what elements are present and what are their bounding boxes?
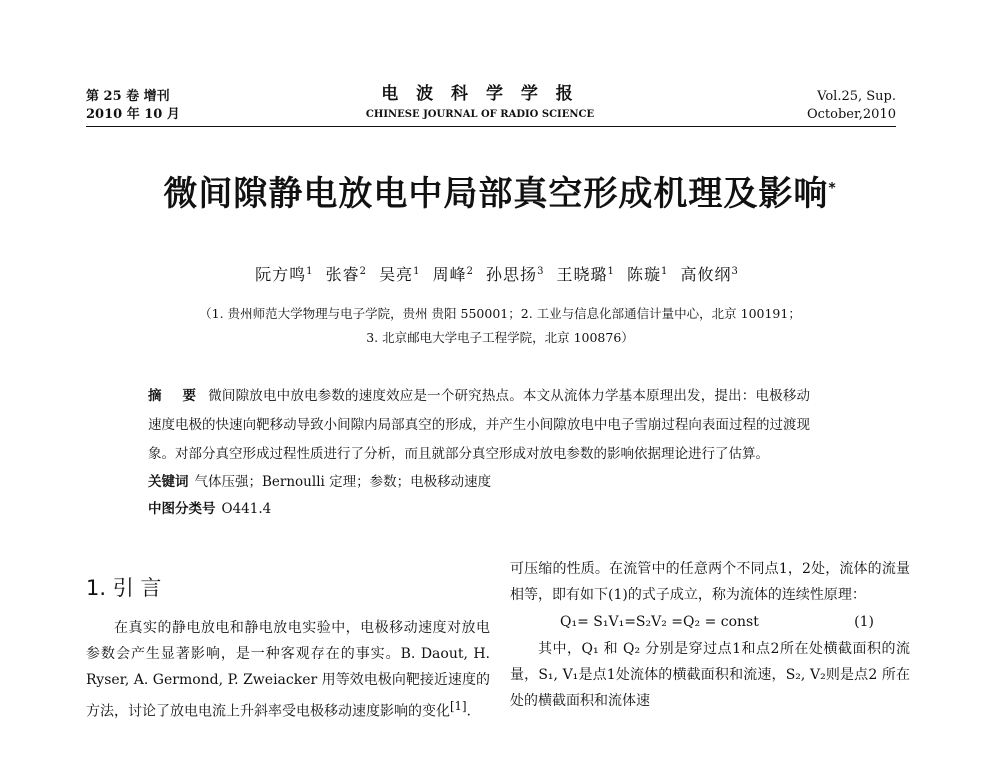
issue-date: 2010 年 10 月 — [86, 107, 180, 122]
body-paragraph: 可压缩的性质。在流管中的任意两个不同点1，2处，流体的流量相等，即有如下(1)的式子成立，称为流体的连续性原理： — [510, 561, 910, 603]
affiliation-line: 3. 北京邮电大学电子工程学院，北京 100876） — [366, 330, 634, 345]
clc-value: O441.4 — [221, 501, 272, 517]
equation-body: Q₁= S₁V₁=S₂V₂ =Q₂ = const — [560, 614, 759, 630]
author: 王晓璐$^1$ — [556, 265, 615, 284]
header-rule — [86, 126, 896, 127]
author: 高攸纲$^3$ — [680, 265, 739, 284]
keywords — [148, 469, 810, 496]
citation-ref[interactable]: [1] — [450, 699, 467, 713]
clc-number — [148, 496, 810, 523]
author: 张睿$^2$ — [325, 265, 367, 284]
author: 孙思扬$^3$ — [486, 265, 545, 284]
author: 阮方鸣$^1$ — [255, 265, 314, 284]
volume-en: Vol.25, Sup. — [817, 89, 896, 104]
title-footnote-mark: * — [828, 180, 837, 197]
volume-issue: 第 25 卷 增刊 — [86, 89, 170, 104]
date-en: October,2010 — [806, 107, 896, 122]
header-left — [86, 88, 180, 124]
journal-name-cn: 电 波 科 学 学 报 — [381, 84, 579, 104]
affiliation-line: （1. 贵州师范大学物理与电子学院，贵州 贵阳 550001；2. 工业与信息化部通信计量中心，北京 100191； — [199, 306, 801, 321]
journal-name-en: CHINESE JOURNAL OF RADIO SCIENCE — [365, 109, 595, 120]
keywords-text: 气体压强；Bernoulli 定理；参数；电极移动速度 — [194, 474, 492, 490]
author: 吴亮$^1$ — [379, 265, 421, 284]
author: 周峰$^2$ — [432, 265, 474, 284]
equation — [510, 608, 910, 636]
journal-name — [330, 84, 630, 120]
abstract-label: 摘 要 — [148, 388, 205, 404]
header-right — [807, 88, 896, 124]
left-column — [86, 615, 490, 725]
section-heading: 1. 引 言 — [86, 576, 162, 600]
right-column — [510, 556, 910, 714]
paper-title-text: 微间隙静电放电中局部真空形成机理及影响 — [163, 174, 829, 214]
intro-paragraph: 在真实的静电放电和静电放电实验中，电极移动速度对放电参数会产生显著影响，是一种客观存在的事实。B. Daout, H. Ryser, A. Germond, P. Zweiacker 用等效电极向靶接近速度的方法，讨论了放电电流上升斜率受电极移动速度影响的变化[1]. — [86, 620, 490, 720]
abstract-text: 微间隙放电中放电参数的速度效应是一个研究热点。本文从流体力学基本原理出发，提出：电极移动速度电极的快速向靶移动导致小间隙内局部真空的形成，并产生小间隙放电中电子雪崩过程向表面过程的过渡现象。对部分真空形成过程性质进行了分析，而且就部分真空形成对放电参数的影响依据理论进行了估算。 — [148, 388, 811, 462]
author-list — [0, 262, 1000, 285]
affiliations — [60, 302, 940, 350]
equation-number: (1) — [854, 614, 874, 630]
clc-label: 中图分类号 — [148, 501, 216, 517]
body-paragraph: 其中，Q₁ 和 Q₂ 分别是穿过点1和点2所在处横截面积的流量，S₁, V₁是点1处流体的横截面积和流速，S₂, V₂则是点2 所在处的横截面积和流体速 — [510, 641, 910, 709]
author: 陈璇$^1$ — [627, 265, 669, 284]
paper-title — [0, 166, 1000, 215]
abstract — [148, 382, 810, 523]
keywords-label: 关键词 — [148, 474, 189, 490]
